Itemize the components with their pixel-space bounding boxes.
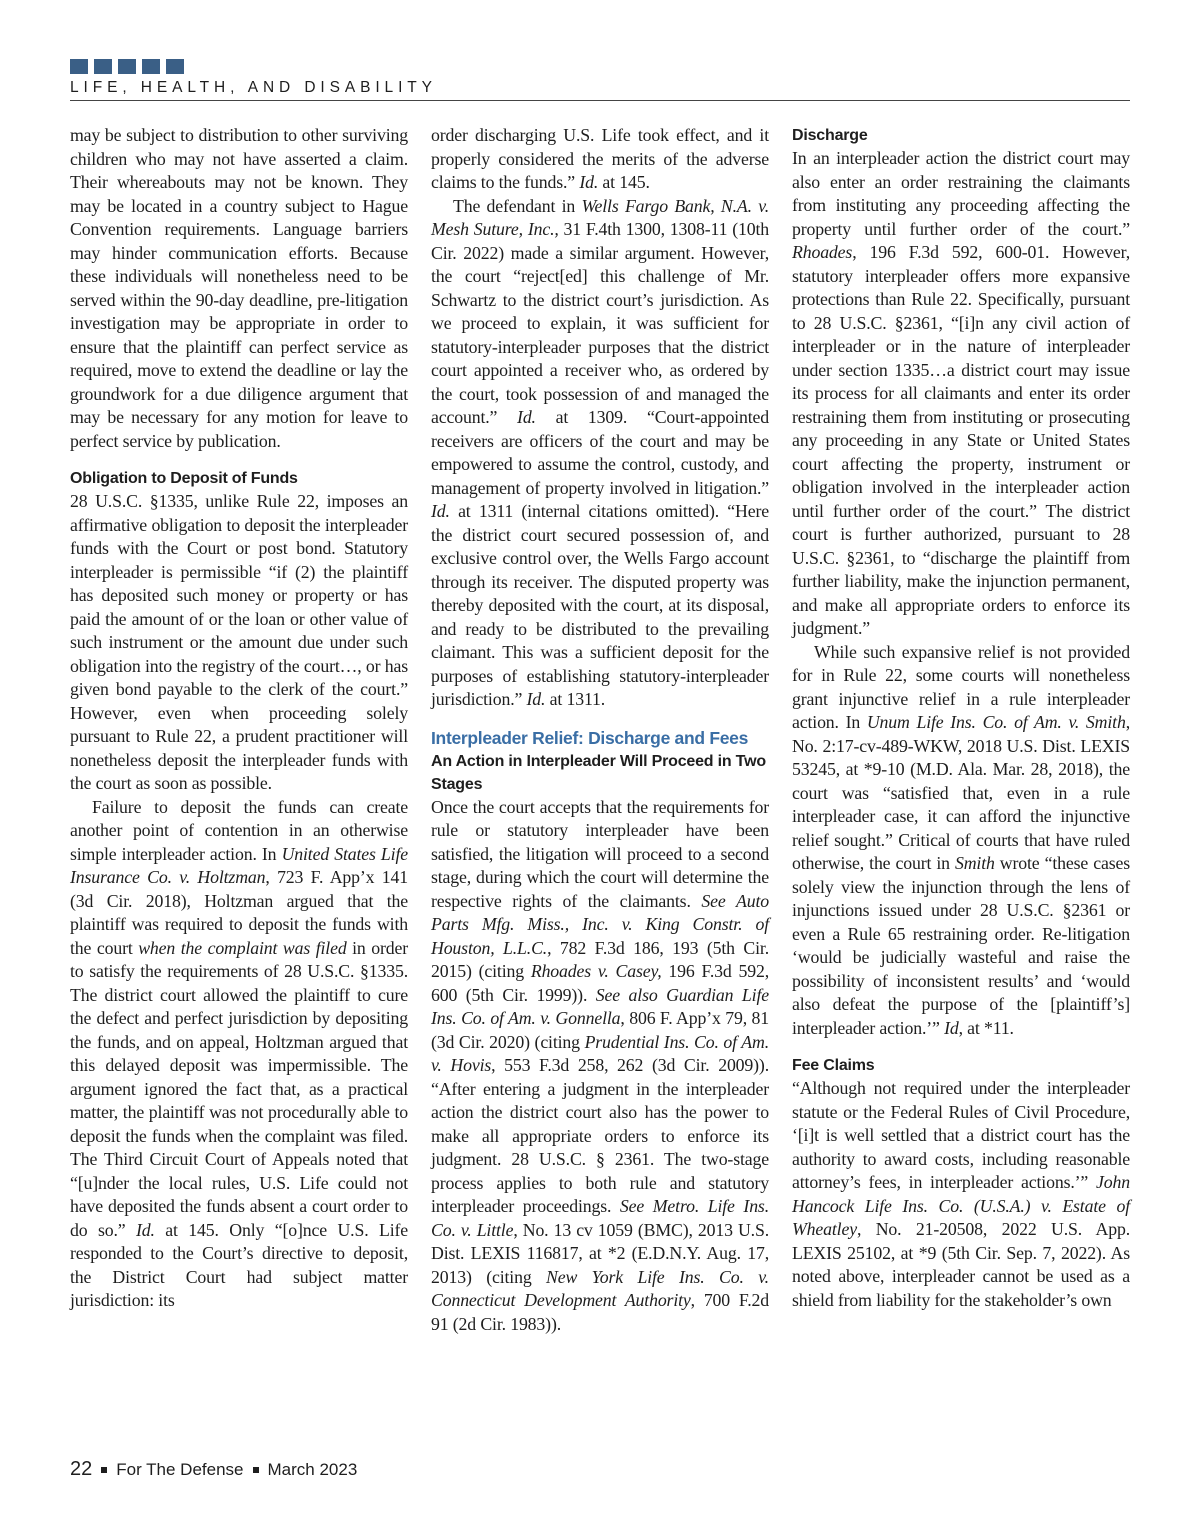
- case-citation: Unum Life Ins. Co. of Am. v. Smith: [866, 712, 1126, 732]
- column-1: [70, 124, 408, 1313]
- paragraph: [431, 124, 769, 195]
- page-number: 22: [70, 1458, 93, 1480]
- case-citation: Id.: [517, 407, 536, 427]
- case-citation: Wells Fargo Bank, N.A. v. Mesh Suture, Inc.,: [431, 195, 769, 239]
- paragraph: 28 U.S.C. §1335, unlike Rule 22, imposes an affirmative obligation to deposit the interpleader funds with the Court or post bond. Statutory interpleader is permissible “if (2) the plaintiff has deposited such money or property or has paid the amount of or the loan or other value of such instrument or the amount due under such obligation into the registry of the court…, or has given bond payable to the clerk of the court.” However, even when proceeding solely pursuant to Rule 22, a prudent practitioner will nonetheless deposit the interpleader funds with the court as soon as possible.: [70, 491, 408, 793]
- case-citation: Rhoades: [792, 242, 853, 262]
- column-2: [431, 124, 769, 1336]
- paragraph: [792, 147, 1130, 641]
- paragraph: [431, 195, 769, 712]
- text-run: , at *11.: [958, 1017, 1014, 1038]
- page-footer: [70, 1458, 357, 1481]
- text-run: at 1309. “Court-appointed receivers are officers of the court and may be empowered to assume the control, custody, and management of property involved in litigation.”: [431, 407, 769, 498]
- text-run: at 145.: [598, 172, 650, 192]
- issue-date: March 2023: [267, 1459, 358, 1479]
- text-run: , 782 F.3d 186, 193 (5th Cir. 2015) (citing: [431, 937, 769, 981]
- text-run: order discharging U.S. Life took effect, and it properly considered the merits of the adverse claims to the funds.”: [431, 125, 769, 192]
- text-run: , No. 21-20508, 2022 U.S. App. LEXIS 25102, at *9 (5th Cir. Sep. 7, 2022). As noted above, interpleader cannot be used as a shield from liability for the stakeholder’s own: [792, 1219, 1130, 1310]
- text-run: Failure to deposit the funds can create another point of contention in an otherwise simple interpleader action. In: [70, 796, 408, 864]
- separator-dot: [101, 1467, 107, 1473]
- case-citation: United States Life Insurance Co. v. Holtzman: [70, 843, 408, 887]
- text-run: , No. 13 cv 1059 (BMC), 2013 U.S. Dist. LEXIS 116817, at *2 (E.D.N.Y. Aug. 17, 2013) (citing: [431, 1219, 769, 1287]
- case-citation: Id: [944, 1017, 959, 1038]
- header-rule: [70, 100, 1130, 101]
- paragraph: may be subject to distribution to other surviving children who may not have asserted a claim. Their whereabouts may not be known. They may be located in a country subject to Hague Convention requirements. Language barriers may hinder communication efforts. Because these individuals will nonetheless need to be served within the 90-day deadline, pre-litigation investigation may be appropriate in order to ensure that the plaintiff can perfect service as required, move to extend the deadline or lay the groundwork for a due diligence argument that may be necessary for any motion for leave to perfect service by publication.: [70, 125, 408, 451]
- text-run: , No. 2:17-cv-489-WKW, 2018 U.S. Dist. LEXIS 53245, at *9-10 (M.D. Ala. Mar. 28, 2018), the court was “satisfied that, even in a rule interpleader case, it can afford the injunctive relief sought.” Critical of courts that have ruled otherwise, the court in: [792, 712, 1130, 873]
- case-citation: Smith: [954, 853, 995, 873]
- case-citation: New York Life Ins. Co. v. Connecticut Development Authority: [431, 1266, 769, 1310]
- text-run: at 1311.: [545, 689, 606, 709]
- text-run: While such expansive relief is not provided for in Rule 22, some courts will nonetheless grant injunctive relief in a rule interpleader action. In: [792, 641, 1130, 732]
- case-citation: Id.: [431, 501, 450, 521]
- case-citation: Id.: [526, 689, 546, 709]
- text-run: at 145. Only “[o]nce U.S. Life responded to the Court’s directive to deposit, the District Court had subject matter jurisdiction: its: [70, 1219, 408, 1310]
- text-run: , 700 F.2d 91 (2d Cir. 1983)).: [431, 1290, 769, 1334]
- case-citation: See Metro. Life Ins. Co. v. Little: [431, 1196, 769, 1240]
- subheading-deposit: Obligation to Deposit of Funds: [70, 470, 298, 487]
- text-run: , 196 F.3d 592, 600-01. However, statutory interpleader offers more expansive protections than Rule 22. Specifically, pursuant to 28 U.S.C. §2361, “[i]n any civil action of interpleader or in the nature of interpleader under section 1335…a district court may issue its process for all claimants and enter its order restraining them from instituting or prosecuting any proceeding in any State or United States court affecting the property, instrument or obligation involved in the interpleader action until further order of the court.” The district court is further authorized, pursuant to 28 U.S.C. §2361, to “discharge the plaintiff from further liability, make the injunction permanent, and make all appropriate orders to enforce its judgment.”: [792, 242, 1130, 638]
- header-squares: [70, 59, 184, 74]
- case-citation: Rhoades v. Casey,: [530, 961, 662, 981]
- paragraph: [792, 641, 1130, 1041]
- case-citation: when the complaint was filed: [138, 937, 347, 958]
- header-square: [94, 59, 112, 74]
- paragraph: [431, 796, 769, 1337]
- subheading-two-stages: An Action in Interpleader Will Proceed in Two Stages: [431, 752, 766, 793]
- text-run: 196 F.3d 592, 600 (5th Cir. 1999)).: [431, 961, 770, 1005]
- case-citation: Id.: [579, 172, 599, 192]
- text-run: wrote “these cases solely view the injunction through the lens of injunctions issued under 28 U.S.C. §2361 or even a Rule 65 restraining order. Re-litigation ‘would be judicially wasteful and raise the possibility of inconsistent results’ and ‘would also defeat the purpose of the [plaintiff’s] interpleader action.’”: [792, 853, 1130, 1038]
- column-3: [792, 124, 1130, 1312]
- text-run: , 806 F. App’x 79, 81 (3d Cir. 2020) (citing: [431, 1008, 769, 1052]
- case-citation: Id.: [136, 1219, 155, 1240]
- case-citation: See Auto Parts Mfg. Miss., Inc. v. King Constr. of Houston, L.L.C.: [431, 890, 769, 958]
- text-run: In an interpleader action the district court may also enter an order restraining the claimants from instituting any proceeding affecting the property until further order of the court.”: [792, 148, 1130, 239]
- subheading-fee-claims: Fee Claims: [792, 1057, 875, 1074]
- text-run: at 1311 (internal citations omitted). “Here the district court secured possession of, and exclusive control over, the Wells Fargo account through its receiver. The disputed property was thereby deposited with the court, at its disposal, and ready to be distributed to the prevailing claimant. This was a sufficient deposit for the purposes of establishing statutory-interpleader jurisdiction.”: [431, 501, 769, 709]
- text-run: , 723 F. App’x 141 (3d Cir. 2018), Holtzman argued that the plaintiff was required to deposit the funds with the court: [70, 867, 409, 958]
- case-citation: Prudential Ins. Co. of Am. v. Hovis: [431, 1031, 769, 1075]
- header-square: [70, 59, 88, 74]
- text-run: The defendant in: [453, 195, 582, 216]
- header-square: [142, 59, 160, 74]
- case-citation: John Hancock Life Ins. Co. (U.S.A.) v. Estate of Wheatley: [792, 1172, 1130, 1239]
- case-citation: See also Guardian Life Ins. Co. of Am. v. Gonnella: [431, 984, 769, 1028]
- heading-interpleader-relief: Interpleader Relief: Discharge and Fees: [431, 727, 749, 748]
- separator-dot: [253, 1467, 259, 1473]
- text-run: “Although not required under the interpleader statute or the Federal Rules of Civil Procedure, ‘[i]t is well settled that a district court has the authority to award costs, including reasonable attorney’s fees, in interpleader actions.’”: [792, 1078, 1130, 1192]
- header-square: [118, 59, 136, 74]
- text-run: , 553 F.3d 258, 262 (3d Cir. 2009)). “After entering a judgment in the interpleader action the district court also has the power to make all appropriate orders to enforce its judgment. 28 U.S.C. § 2361. The two-stage process applies to both rule and statutory interpleader proceedings.: [431, 1055, 769, 1216]
- text-run: Once the court accepts that the requirements for rule or statutory interpleader have been satisfied, the litigation will proceed to a second stage, during which the court will determine the respective rights of the claimants.: [431, 796, 769, 911]
- paragraph: [70, 796, 408, 1313]
- text-run: 31 F.4th 1300, 1308-11 (10th Cir. 2022) made a similar argument. However, the court “reject[ed] this challenge of Mr. Schwartz to the district court’s jurisdiction. As we proceed to explain, it was sufficient for statutory-interpleader purposes that the district court appointed a receiver who, as ordered by the court, took possession of and managed the account.”: [431, 219, 769, 427]
- section-title: LIFE, HEALTH, AND DISABILITY: [70, 79, 437, 96]
- publication-name: For The Defense: [116, 1459, 244, 1479]
- header-square: [166, 59, 184, 74]
- text-run: in order to satisfy the requirements of 28 U.S.C. §1335. The district court allowed the plaintiff to cure the defect and perfect jurisdiction by depositing the funds, and on appeal, Holtzman argued that this delayed deposit was impermissible. The argument ignored the fact that, as a practical matter, the plaintiff was not procedurally able to deposit the funds when the complaint was filed. The Third Circuit Court of Appeals noted that “[u]nder the local rules, U.S. Life could not have deposited the funds absent a court order to do so.”: [70, 937, 409, 1240]
- subheading-discharge: Discharge: [792, 127, 868, 144]
- paragraph: [792, 1077, 1130, 1312]
